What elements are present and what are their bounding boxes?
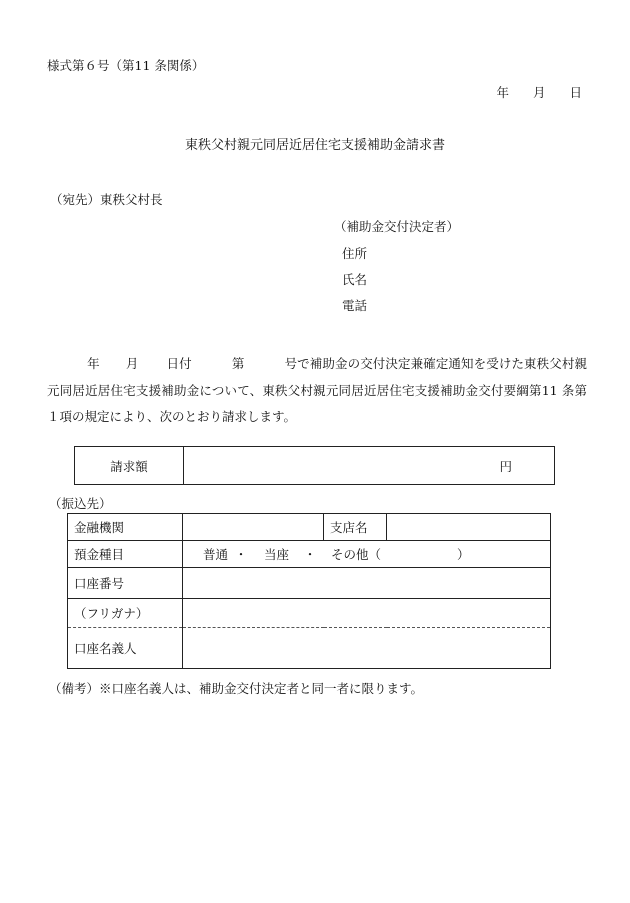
bank-table	[67, 513, 551, 669]
name-label: 氏名	[342, 272, 368, 287]
date-line	[496, 85, 582, 100]
address-label: 住所	[342, 246, 368, 261]
yen-unit: 円	[499, 458, 512, 474]
remarks: （備考）※口座名義人は、補助金交付決定者と同一者に限ります。	[49, 681, 424, 696]
account-number-field[interactable]	[183, 568, 551, 599]
separator-dot: ・	[303, 547, 317, 562]
account-holder-label: 口座名義人	[68, 628, 183, 669]
separator-dot: ・	[234, 547, 248, 562]
account-type-label: 預金種目	[68, 541, 183, 568]
amount-table	[74, 446, 555, 485]
amount-field[interactable]	[184, 447, 555, 485]
branch-field[interactable]	[387, 514, 551, 541]
applicant-heading: （補助金交付決定者）	[334, 219, 460, 234]
furigana-label: （フリガナ）	[68, 599, 183, 628]
date-day: 日	[569, 85, 582, 100]
account-type-options	[183, 541, 551, 568]
amount-label: 請求額	[75, 447, 184, 485]
date-month: 月	[532, 85, 546, 100]
branch-label: 支店名	[324, 514, 387, 541]
request-body	[47, 351, 587, 431]
bank-label: 金融機関	[68, 514, 183, 541]
body-year: 年	[87, 356, 100, 371]
account-type-other[interactable]: その他（	[330, 547, 381, 562]
addressee: （宛先）東秩父村長	[50, 192, 163, 207]
furigana-field[interactable]	[183, 599, 551, 628]
account-type-other-close: ）	[456, 547, 470, 562]
account-holder-field[interactable]	[183, 628, 551, 669]
account-number-label: 口座番号	[68, 568, 183, 599]
body-dai: 第	[231, 356, 245, 371]
phone-label: 電話	[342, 298, 368, 313]
transfer-heading: （振込先）	[49, 496, 112, 511]
bank-field[interactable]	[183, 514, 324, 541]
body-month: 月	[125, 356, 139, 371]
account-type-current[interactable]: 当座	[263, 547, 289, 562]
account-type-ordinary[interactable]: 普通	[203, 547, 229, 562]
document-title: 東秩父村親元同居近居住宅支援補助金請求書	[184, 138, 445, 153]
body-day: 日付	[166, 356, 192, 371]
body-text: 号で補助金の交付決定兼確定通知を受けた東秩父村親元同居近居住宅支援補助金について、東秩父村親元同居近居住宅支援補助金交付要綱第11 条第１項の規定により、次のとおり請求します。	[47, 356, 587, 424]
date-year: 年	[496, 85, 509, 100]
form-number: 様式第６号（第11 条関係）	[47, 58, 205, 73]
